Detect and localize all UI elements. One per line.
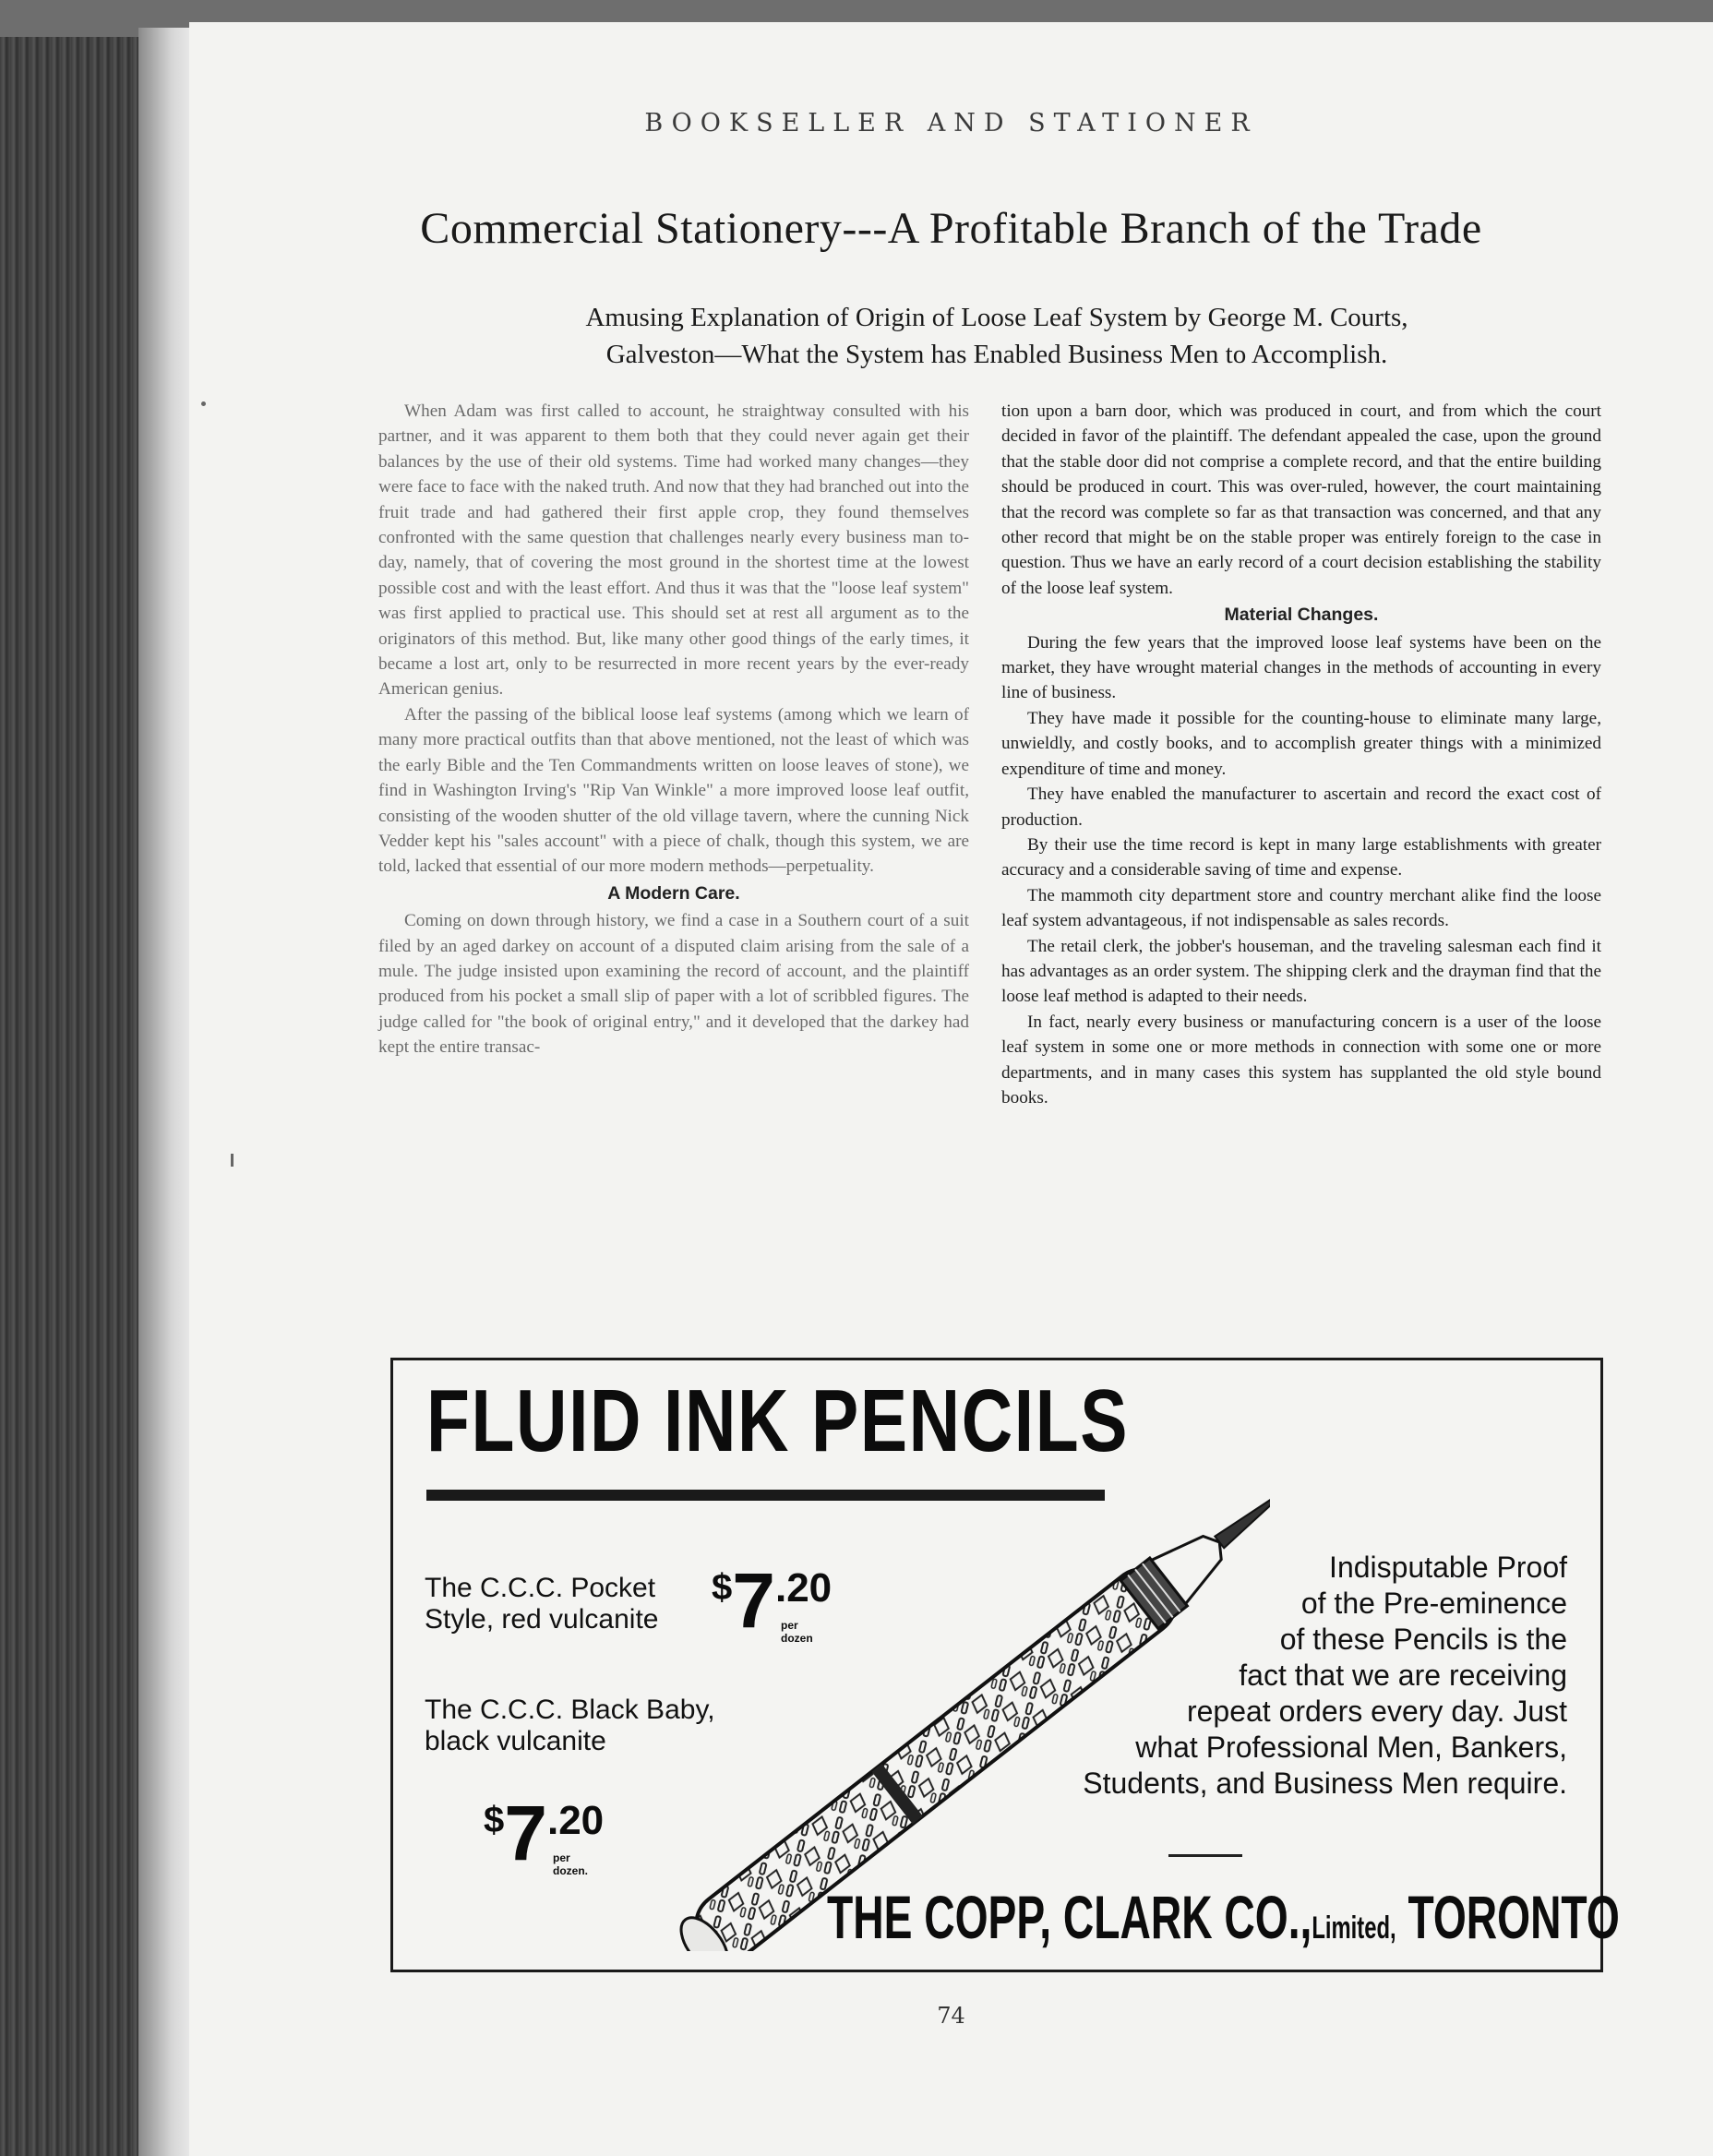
book-page-gutter: [138, 28, 194, 2156]
right-text-column: [1001, 399, 1601, 1110]
item1-price: [712, 1557, 833, 1645]
proof-line: Students, and Business Men require.: [1083, 1767, 1567, 1800]
item1-line: The C.C.C. Pocket: [425, 1573, 656, 1603]
item1-description: [425, 1573, 658, 1635]
paragraph: When Adam was first called to account, he straightway consulted with his partner, and it was apparent to them both that they could never again get their balances by the use of their old systems. Time had worked many changes—they were face to face with the naked truth. And now that they had branched out into the fruit trade and had gathered their first apple crop, they found themselves confronted with the same question that challenges nearly every business man to-day, namely, that of covering the most ground in the shortest time at the lowest possible cost and with the least effort. And thus it was that the "loose leaf system" was first applied to practical use. This should set at rest all argument as to the originators of this method. But, like many other good things of the early times, it became a lost art, only to be resurrected in more recent years by the ever-ready American genius.: [378, 401, 969, 700]
magazine-page: [189, 22, 1713, 2156]
price-cents: .20: [546, 1798, 605, 1843]
left-text-column: [378, 399, 969, 1060]
item2-line: black vulcanite: [425, 1726, 606, 1756]
price-dollar-sign: $: [712, 1567, 733, 1608]
proof-line: of these Pencils is the: [1279, 1623, 1567, 1656]
section-heading: Material Changes.: [1224, 605, 1379, 626]
paragraph: During the few years that the improved loose leaf systems have been on the market, they have wrought material changes in the methods of accounting in every line of business.: [1001, 632, 1601, 703]
scan-speck: [231, 1154, 234, 1167]
proof-line: fact that we are receiving: [1239, 1659, 1567, 1692]
paragraph: They have made it possible for the counting-house to eliminate many large, unwieldly, and costly books, and to accomplish greater things with a minimized expenditure of time and money.: [1001, 708, 1601, 779]
paragraph: tion upon a barn door, which was produced in court, and from which the court decided in favor of the plaintiff. The defendant appealed the case, upon the ground that the stable door did not comprise a complete record, and that the entire building should be produced in court. This was over-ruled, however, the court maintaining that the record was complete so far as that transaction was concerned, and that any other record that might be on the stable proper was entirely foreign to the case in question. Thus we have an early record of a court decision establishing the stability of the loose leaf system.: [1001, 401, 1601, 598]
price-per-dozen: per dozen: [781, 1619, 813, 1645]
proof-line: Indisputable Proof: [1329, 1551, 1567, 1584]
proof-line: of the Pre-eminence: [1300, 1587, 1567, 1620]
paragraph: The mammoth city department store and country merchant alike find the loose leaf system advantageous, if not indispensable as sales records.: [1001, 885, 1601, 931]
company-limited: Limited,: [1312, 1910, 1396, 1946]
ad-short-rule: [1168, 1854, 1242, 1857]
advertisement-box: [390, 1358, 1620, 1972]
running-head: BOOKSELLER AND STATIONER: [644, 109, 1258, 138]
page-number: 74: [937, 2003, 965, 2029]
paragraph: By their use the time record is kept in many large establishments with greater accuracy and a considerable saving of time and expense.: [1001, 834, 1601, 880]
price-dollars: 7: [504, 1790, 547, 1876]
subtitle-line: Galveston—What the System has Enabled Business Men to Accomplish.: [605, 340, 1388, 369]
paragraph: After the passing of the biblical loose leaf systems (among which we learn of many more practical outfits than that above mentioned, not the least of which was the early Bible and the Ten Commandments written on loose leaves of stone), we find in Washington Irving's "Rip Van Winkle" a more improved loose leaf outfit, consisting of the wooden shutter of the old village tavern, where the cunning Nick Vedder kept his "sales account" with a piece of chalk, though this system, we are told, lacked that essential of our more modern methods—perpetuality.: [378, 704, 969, 877]
item1-line: Style, red vulcanite: [425, 1604, 659, 1635]
item2-description: [425, 1695, 715, 1757]
item2-price: [484, 1790, 605, 1877]
article-subtitle: [466, 299, 1527, 373]
ad-proof-text: [995, 1550, 1567, 1802]
price-dollars: 7: [732, 1557, 775, 1644]
subtitle-line: Amusing Explanation of Origin of Loose Leaf System by George M. Courts,: [585, 303, 1408, 332]
item2-line: The C.C.C. Black Baby,: [425, 1695, 715, 1725]
ad-headline: FLUID INK PENCILS: [426, 1371, 1130, 1470]
company-city: TORONTO: [1396, 1883, 1620, 1951]
proof-line: what Professional Men, Bankers,: [1135, 1731, 1567, 1764]
article-title: Commercial Stationery---A Profitable Branch of the Trade: [420, 204, 1482, 253]
paragraph: Coming on down through history, we find a case in a Southern court of a suit filed by an aged darkey on account of a disputed claim arising from the sale of a mule. The judge insisted upon examining the record of account, and the plaintiff produced from his pocket a small slip of paper with a lot of scribbled figures. The judge called for "the book of original entry," and it developed that the darkey had kept the entire transac-: [378, 911, 969, 1058]
price-dollar-sign: $: [484, 1800, 505, 1840]
advertiser-name: [827, 1882, 1620, 1952]
section-heading: A Modern Care.: [607, 882, 740, 904]
paragraph: The retail clerk, the jobber's houseman, and the traveling salesman each find it has advantages as an order system. The shipping clerk and the drayman find that the loose leaf method is adapted to their needs.: [1001, 936, 1601, 1007]
proof-line: repeat orders every day. Just: [1186, 1695, 1567, 1728]
paragraph: They have enabled the manufacturer to ascertain and record the exact cost of production.: [1001, 785, 1601, 830]
company-name: THE COPP, CLARK CO.,: [827, 1883, 1312, 1951]
paragraph: In fact, nearly every business or manufacturing concern is a user of the loose leaf system in some one or more methods in connection with some one or more departments, and in many cases this system has supplanted the old style bound books.: [1001, 1012, 1601, 1108]
scan-speck: [201, 401, 206, 406]
price-per-dozen: per dozen.: [553, 1851, 588, 1877]
price-cents: .20: [774, 1565, 833, 1611]
